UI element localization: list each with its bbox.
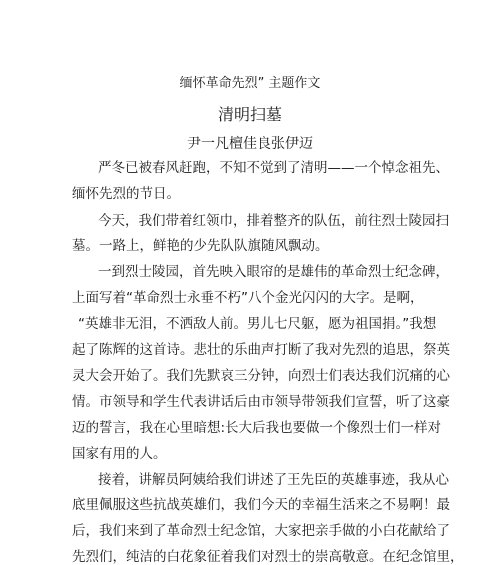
- text-line: 缅怀先烈的节日。: [72, 186, 180, 202]
- text-line: 上面写着“革命烈士永垂不朽”八个金光闪闪的大字。是啊，: [72, 290, 424, 306]
- essay-title: 清明扫墓: [217, 105, 282, 124]
- text-line: “英雄非无泪，不洒敌人前。男儿七尺躯，愿为祖国捐。”我想: [78, 316, 437, 332]
- essay-topic: 缅怀革命先烈” 主题作文: [179, 76, 321, 91]
- text-line: 一到烈士陵园，首先映入眼帘的是雄伟的革命烈士纪念碑，: [98, 264, 449, 280]
- text-line: 情。市领导和学生代表讲话后由市领导带领我们宣誓，听了这豪: [72, 394, 450, 410]
- text-line: 后，我们来到了革命烈士纪念馆，大家把亲手做的小白花献给了: [72, 523, 450, 539]
- text-line: 灵大会开始了。我们先默哀三分钟，向烈士们表达我们沉痛的心: [72, 368, 450, 384]
- text-line: 墓。一路上，鲜艳的少先队队旗随风飘动。: [72, 238, 329, 254]
- essay-authors: 尹一凡檀佳良张伊迈: [187, 136, 313, 152]
- text-line: 先烈们，纯洁的白花象征着我们对烈士的崇高敬意。在纪念馆里，: [72, 549, 464, 565]
- text-line: 迈的誓言，我在心里暗想:长大后我也要做一个像烈士们一样对: [72, 420, 442, 436]
- text-line: 国家有用的人。: [72, 446, 167, 462]
- text-line: 底里佩服这些抗战英雄们，我们今天的幸福生活来之不易啊！最: [72, 497, 450, 513]
- text-line: 起了陈辉的这首诗。悲壮的乐曲声打断了我对先烈的追思，祭英: [72, 342, 450, 358]
- text-line: 今天，我们带着红领巾，排着整齐的队伍，前往烈士陵园扫: [98, 213, 449, 229]
- text-line: 接着，讲解员阿姨给我们讲述了王先臣的英雄事迹，我从心: [98, 472, 449, 488]
- text-line: 严冬已被春风赶跑，不知不觉到了清明——一个悼念祖先、: [98, 160, 449, 176]
